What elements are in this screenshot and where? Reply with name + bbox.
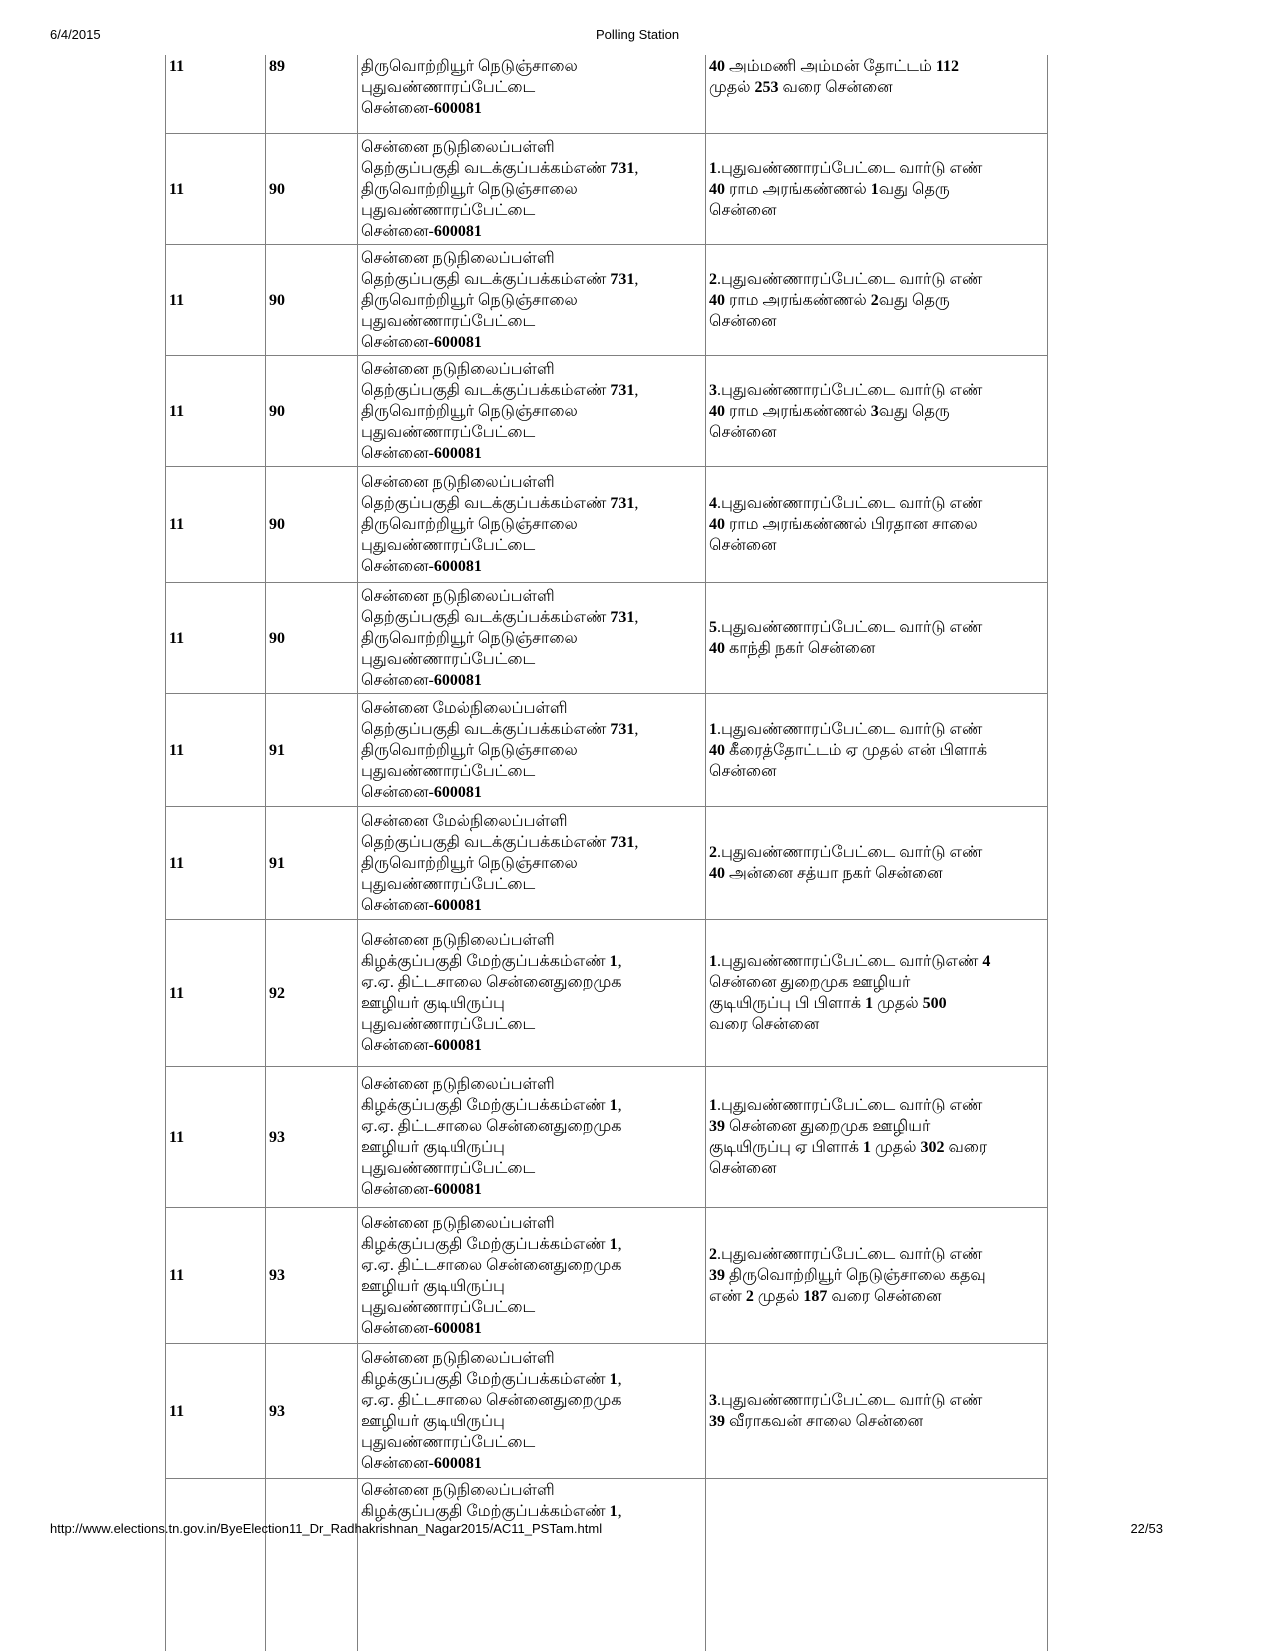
ac-number-cell: 11: [166, 920, 266, 1067]
area-cell: 4.புதுவண்ணாரப்பேட்டை வார்டு எண் 40 ராம அரங்கண்ணல் பிரதான சாலை சென்னை: [706, 467, 1048, 583]
polling-station-table: [165, 55, 1048, 1651]
ps-number-cell: 90: [266, 583, 358, 694]
area-cell: 3.புதுவண்ணாரப்பேட்டை வார்டு எண் 39 வீராகவன் சாலை சென்னை: [706, 1344, 1048, 1479]
table-row: [166, 356, 1048, 467]
ps-number-cell: 90: [266, 356, 358, 467]
ac-number-cell: 11: [166, 134, 266, 245]
ac-number-cell: 11: [166, 583, 266, 694]
ps-number-cell: 90: [266, 467, 358, 583]
page-title: Polling Station: [0, 27, 1275, 42]
location-cell: சென்னை நடுநிலைப்பள்ளி கிழக்குப்பகுதி மேற்குப்பக்கம்எண் 1, ஏ.ஏ. திட்டசாலை சென்னைதுறைமுக ஊழியர் குடியிருப்பு புதுவண்ணாரப்பேட்டை சென்னை-600081: [358, 1344, 706, 1479]
table-row: [166, 1344, 1048, 1479]
ps-number-cell: 93: [266, 1067, 358, 1208]
polling-table-body: [166, 55, 1048, 1651]
table-row: [166, 134, 1048, 245]
area-cell: 1.புதுவண்ணாரப்பேட்டை வார்டு எண் 40 கீரைத்தோட்டம் ஏ முதல் என் பிளாக் சென்னை: [706, 694, 1048, 807]
table-row: [166, 920, 1048, 1067]
location-cell: சென்னை நடுநிலைப்பள்ளி தெற்குப்பகுதி வடக்குப்பக்கம்எண் 731, திருவொற்றியூர் நெடுஞ்சாலை புதுவண்ணாரப்பேட்டை சென்னை-600081: [358, 467, 706, 583]
location-cell: சென்னை நடுநிலைப்பள்ளி தெற்குப்பகுதி வடக்குப்பக்கம்எண் 731, திருவொற்றியூர் நெடுஞ்சாலை புதுவண்ணாரப்பேட்டை சென்னை-600081: [358, 356, 706, 467]
ac-number-cell: 11: [166, 1208, 266, 1344]
area-cell: 2.புதுவண்ணாரப்பேட்டை வார்டு எண் 39 திருவொற்றியூர் நெடுஞ்சாலை கதவு எண் 2 முதல் 187 வரை சென்னை: [706, 1208, 1048, 1344]
table-row: [166, 467, 1048, 583]
location-cell: சென்னை மேல்நிலைப்பள்ளி தெற்குப்பகுதி வடக்குப்பக்கம்எண் 731, திருவொற்றியூர் நெடுஞ்சாலை புதுவண்ணாரப்பேட்டை சென்னை-600081: [358, 807, 706, 920]
area-cell: 1.புதுவண்ணாரப்பேட்டை வார்டு எண் 40 ராம அரங்கண்ணல் 1வது தெரு சென்னை: [706, 134, 1048, 245]
ps-number-cell: [266, 1479, 358, 1651]
ac-number-cell: 11: [166, 807, 266, 920]
table-row: [166, 245, 1048, 356]
ps-number-cell: 90: [266, 245, 358, 356]
ac-number-cell: 11: [166, 55, 266, 134]
ps-number-cell: 90: [266, 134, 358, 245]
area-cell: 1.புதுவண்ணாரப்பேட்டை வார்டுஎண் 4 சென்னை துறைமுக ஊழியர் குடியிருப்பு பி பிளாக் 1 முதல் 500 வரை சென்னை: [706, 920, 1048, 1067]
table-row: [166, 55, 1048, 134]
ac-number-cell: 11: [166, 356, 266, 467]
table-row: [166, 694, 1048, 807]
table-row: [166, 583, 1048, 694]
area-cell: 40 அம்மணி அம்மன் தோட்டம் 112 முதல் 253 வரை சென்னை: [706, 55, 1048, 134]
ps-number-cell: 91: [266, 694, 358, 807]
table-row: [166, 807, 1048, 920]
ps-number-cell: 93: [266, 1208, 358, 1344]
ac-number-cell: 11: [166, 1067, 266, 1208]
location-cell: சென்னை நடுநிலைப்பள்ளி தெற்குப்பகுதி வடக்குப்பக்கம்எண் 731, திருவொற்றியூர் நெடுஞ்சாலை புதுவண்ணாரப்பேட்டை சென்னை-600081: [358, 583, 706, 694]
area-cell: 5.புதுவண்ணாரப்பேட்டை வார்டு எண் 40 காந்தி நகர் சென்னை: [706, 583, 1048, 694]
ac-number-cell: 11: [166, 467, 266, 583]
print-date: 6/4/2015: [50, 27, 101, 42]
area-cell: 2.புதுவண்ணாரப்பேட்டை வார்டு எண் 40 அன்னை சத்யா நகர் சென்னை: [706, 807, 1048, 920]
ps-number-cell: 92: [266, 920, 358, 1067]
table-row: [166, 1067, 1048, 1208]
ac-number-cell: 11: [166, 245, 266, 356]
location-cell: சென்னை மேல்நிலைப்பள்ளி தெற்குப்பகுதி வடக்குப்பக்கம்எண் 731, திருவொற்றியூர் நெடுஞ்சாலை புதுவண்ணாரப்பேட்டை சென்னை-600081: [358, 694, 706, 807]
area-cell: 2.புதுவண்ணாரப்பேட்டை வார்டு எண் 40 ராம அரங்கண்ணல் 2வது தெரு சென்னை: [706, 245, 1048, 356]
location-cell: சென்னை நடுநிலைப்பள்ளி கிழக்குப்பகுதி மேற்குப்பக்கம்எண் 1, ஏ.ஏ. திட்டசாலை சென்னைதுறைமுக ஊழியர் குடியிருப்பு புதுவண்ணாரப்பேட்டை சென்னை-600081: [358, 920, 706, 1067]
location-cell: சென்னை நடுநிலைப்பள்ளி கிழக்குப்பகுதி மேற்குப்பக்கம்எண் 1, ஏ.ஏ. திட்டசாலை சென்னைதுறைமுக ஊழியர் குடியிருப்பு புதுவண்ணாரப்பேட்டை சென்னை-600081: [358, 1208, 706, 1344]
area-cell: 1.புதுவண்ணாரப்பேட்டை வார்டு எண் 39 சென்னை துறைமுக ஊழியர் குடியிருப்பு ஏ பிளாக் 1 முதல் 302 வரை சென்னை: [706, 1067, 1048, 1208]
page-number: 22/53: [1130, 1521, 1163, 1536]
ac-number-cell: [166, 1479, 266, 1651]
area-cell: [706, 1479, 1048, 1651]
table-row: [166, 1208, 1048, 1344]
location-cell: திருவொற்றியூர் நெடுஞ்சாலை புதுவண்ணாரப்பேட்டை சென்னை-600081: [358, 55, 706, 134]
location-cell: சென்னை நடுநிலைப்பள்ளி கிழக்குப்பகுதி மேற்குப்பக்கம்எண் 1,: [358, 1479, 706, 1651]
location-cell: சென்னை நடுநிலைப்பள்ளி தெற்குப்பகுதி வடக்குப்பக்கம்எண் 731, திருவொற்றியூர் நெடுஞ்சாலை புதுவண்ணாரப்பேட்டை சென்னை-600081: [358, 134, 706, 245]
location-cell: சென்னை நடுநிலைப்பள்ளி கிழக்குப்பகுதி மேற்குப்பக்கம்எண் 1, ஏ.ஏ. திட்டசாலை சென்னைதுறைமுக ஊழியர் குடியிருப்பு புதுவண்ணாரப்பேட்டை சென்னை-600081: [358, 1067, 706, 1208]
source-url: http://www.elections.tn.gov.in/ByeElection11_Dr_Radhakrishnan_Nagar2015/AC11_PSTam.html: [50, 1521, 602, 1536]
table-row: [166, 1479, 1048, 1651]
location-cell: சென்னை நடுநிலைப்பள்ளி தெற்குப்பகுதி வடக்குப்பக்கம்எண் 731, திருவொற்றியூர் நெடுஞ்சாலை புதுவண்ணாரப்பேட்டை சென்னை-600081: [358, 245, 706, 356]
area-cell: 3.புதுவண்ணாரப்பேட்டை வார்டு எண் 40 ராம அரங்கண்ணல் 3வது தெரு சென்னை: [706, 356, 1048, 467]
ac-number-cell: 11: [166, 1344, 266, 1479]
polling-station-table-wrapper: [165, 55, 1051, 1510]
ps-number-cell: 91: [266, 807, 358, 920]
ac-number-cell: 11: [166, 694, 266, 807]
ps-number-cell: 93: [266, 1344, 358, 1479]
ps-number-cell: 89: [266, 55, 358, 134]
